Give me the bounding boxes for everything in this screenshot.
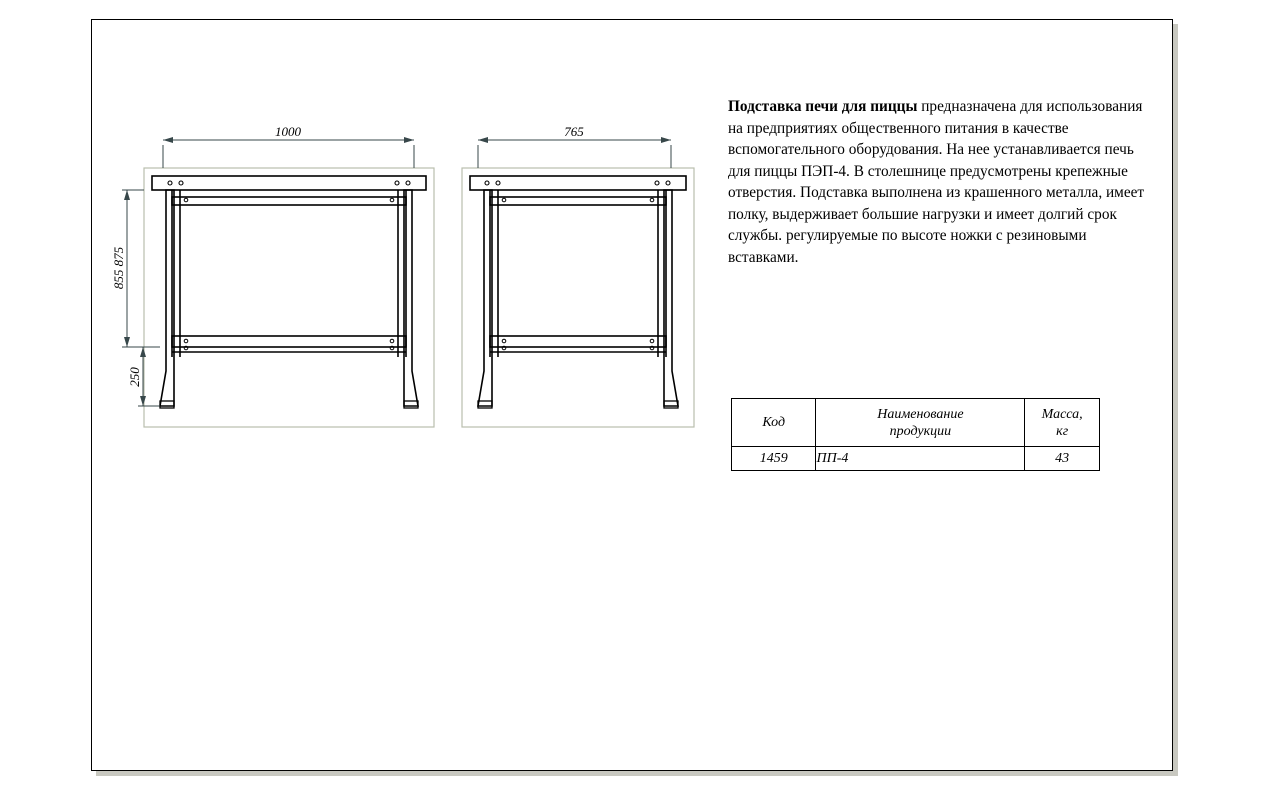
table-row <box>732 447 1100 471</box>
header-name-line2: продукции <box>889 423 952 439</box>
header-code: Код <box>732 399 816 447</box>
header-mass <box>1025 399 1100 447</box>
header-mass-line1: Масса, <box>1041 406 1083 422</box>
dimension-label-side-width: 765 <box>564 124 584 139</box>
specification-table <box>731 398 1100 471</box>
dimension-label-total-height: 855 875 <box>111 246 126 290</box>
header-mass-line2: кг <box>1056 423 1069 439</box>
product-description-title: Подставка печи для пиццы <box>728 98 918 115</box>
product-description-body: предназначена для использования на предприятиях общественного питания в качестве вспомогательного оборудования. На нее устанавливается печь для пиццы ПЭП-4. В столешнице предусмотрены крепежные отверстия. Подставка выполнена из крашенного металла, имеет полку, выдерживает большие нагрузки и имеет долгий срок службы. регулируемые по высоте ножки с резиновыми вставками. <box>728 98 1145 266</box>
header-name <box>816 399 1025 447</box>
product-description <box>728 96 1146 268</box>
cell-mass: 43 <box>1025 447 1100 471</box>
cell-name: ПП-4 <box>816 447 1025 471</box>
cell-code: 1459 <box>732 447 816 471</box>
dimension-label-front-width: 1000 <box>275 124 301 139</box>
header-name-line1: Наименование <box>877 406 964 422</box>
dimension-label-shelf-height: 250 <box>127 367 142 387</box>
table-header-row <box>732 399 1100 447</box>
